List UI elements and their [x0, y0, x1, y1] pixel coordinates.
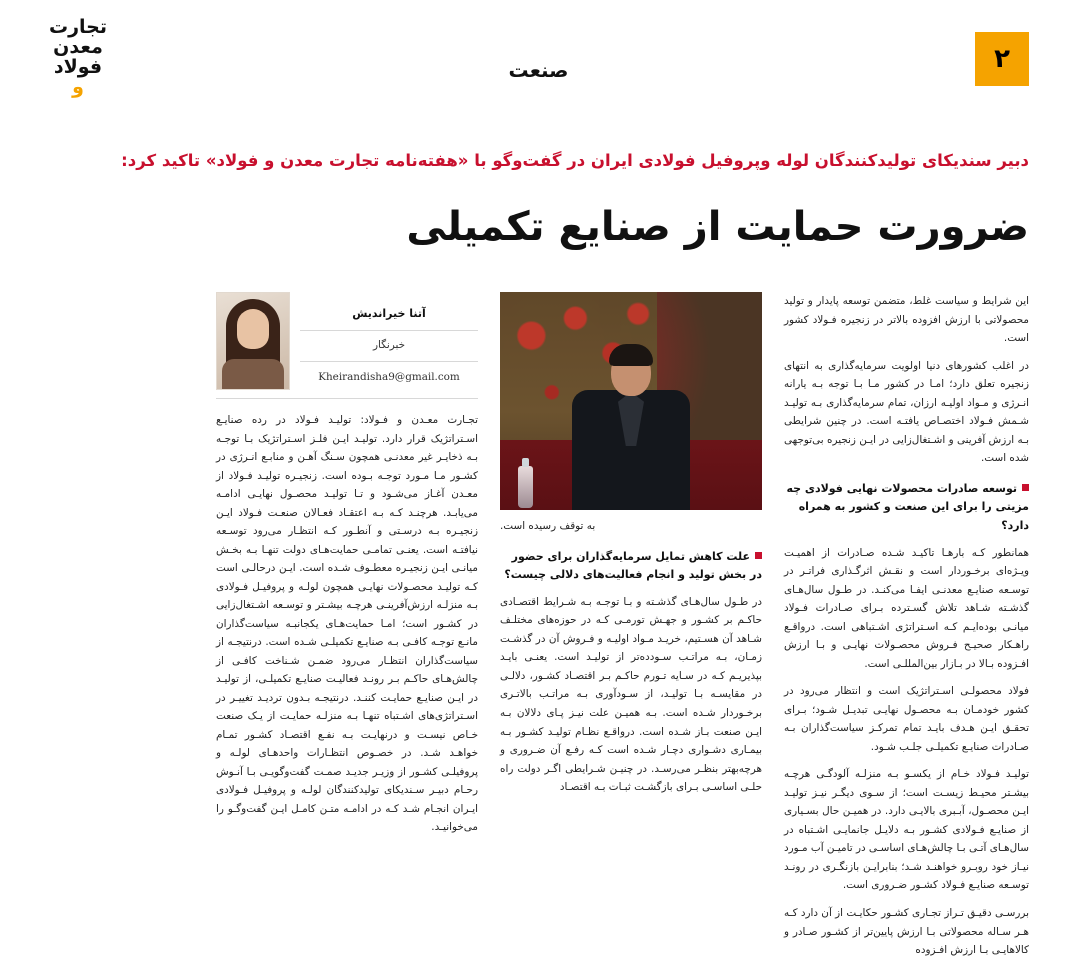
question-subheading-1 [784, 480, 1029, 536]
paragraph: در اغلب کشورهای دنیا اولویت سرمایه‌گذاری به انتهای زنجیره تعلق دارد؛ امـا در کشور مـا بـا توجه بـه یارانه انـرژی و مـواد اولیـه ارزان، تمام سرمایه‌گذاری بـه تولیـد شـمش فـولاد اختصـاص یافتـه است. در چنین شرایطی بـه ارزش آفرینی و اشـتغال‌زایی در ایـن زنجیره بی‌توجهی شده است. [784, 359, 1029, 465]
logo-line-1: تجارت [49, 16, 107, 38]
paragraph: همانطور کـه بارهـا تاکیـد شـده صـادرات از اهمیـت ویـژه‌ای برخـوردار است و نقـش اثرگـذاری فراتـر در توسـعه صنایـع معدنـی ایفـا می‌کنـد. در طـول سال‌هـای گذشـته شـاهد تلاش گسـترده بـرای صـادرات فـولاد میانـی بوده‌ایـم کـه اسـتراتژی اشـتباهی است. درواقـع راهـکار صحیـح فـروش محصـولات نهایـی و بـا ارزش افـزوده بـالا در بـازار بین‌المللـی است. [784, 546, 1029, 670]
photo-subject [570, 342, 692, 510]
avatar-body [222, 359, 284, 389]
page-title: ضرورت حمایت از صنایع تکمیلی [406, 204, 1029, 251]
bullet-square-icon [755, 552, 762, 559]
page-number: ۲ [975, 32, 1029, 86]
subheading-text: توسعه صادرات محصولات نهایی فولادی چه مزیتی را برای این صنعت و کشور به همراه دارد؟ [786, 481, 1029, 533]
paragraph: تجـارت معـدن و فـولاد: تولیـد فـولاد در رده صنایـع اسـتراتژیک قرار دارد. تولیـد ایـن فلـز اسـتراتژیک بـا توجـه بـه ذخایـر غیر معدنـی همچون سـنگ آهـن و منابـع انـرژی در کشـور مـا مـورد توجـه بـوده است. زنجیـره تولیـد فـولاد از معـدن آغـاز می‌شـود و تـا تولیـد محصـول نهایـی ادامـه می‌یابـد. هرچنـد کـه بـه اعتقـاد فعـالان صنعـت فـولاد ایـن زنجیـره بـه درسـتی و آنطـور کـه انتظـار می‌رود توسـعه نیافتـه است. یعنـی تمامـی حمایت‌هـای دولت تنهـا بـه بخـش میانـی ایـن زنجیـره معطـوف شـده است. ایـن درحالـی است کـه تولیـد محصـولات نهایـی همچون لولـه و پروفیـل فـولادی بـه منزلـه ارزش‌آفرینـی هرچـه بیشـتر و توسـعه اشـتغال‌زایی در کشـور است؛ امـا حمایت‌هـای یکجانبـه سیاست‌گذاران مانـع توجـه کافـی بـه صنایـع تکمیلـی شـده است. درنتیجـه از سیاست‌گذاران انتظـار می‌رود ضمـن شـناخت کافـی از چالش‌هـای حاکـم بـر رونـد فعالیـت صنایـع تکمیلـی، از تولیـد در ایـن صنایـع حمایـت کننـد. درنتیجـه بـدون تردیـد تغییـر در اسـتراتژی‌های اشـتباه تنهـا بـه منزلـه حمایـت از یـک صنعت خـاص نیسـت و درنهایـت بـه نفـع اقتصـاد کشـور تمـام خواهـد شـد. در خصـوص انتظـارات واحدهـای لولـه و پروفیلـی کشـور از وزیـر جدیـد صمـت گفت‌وگویـی بـا آنـوش رحـام دبیـر سـندیکای تولیدکنندگان لولـه و پروفیـل فـولادی ایـران انجـام شـد کـه در ادامـه متـن کامـل ایـن گفت‌وگـو را می‌خوانیـد. [216, 414, 478, 834]
logo-accent: و [72, 75, 84, 98]
author-role: خبرنگار [300, 336, 478, 362]
author-meta [300, 292, 478, 387]
avatar [216, 292, 290, 390]
photo-caption: به توقف رسیده است. [500, 520, 596, 532]
question-subheading-2 [500, 548, 762, 585]
avatar-face [237, 309, 269, 349]
paragraph: بررسـی دقیـق تـراز تجـاری کشـور حکایـت از آن دارد کـه هـر سـاله محصولاتی بـا ارزش پایین‌تر از کشـور صـادر و کالاهایـی بـا ارزش افـزوده [783, 906, 1029, 957]
author-email[interactable]: Kheirandisha9@gmail.com [318, 370, 460, 383]
headline-block [0, 110, 1077, 254]
paragraph: این شرایط و سیاست غلط، متضمن توسعه پایدار و تولید محصولاتی با ارزش افزوده بالاتر در زنجیره فـولاد کشور است. [784, 295, 1029, 345]
article-kicker: دبیر سندیکای تولیدکنندگان لوله وپروفیل فولادی ایران در گفت‌وگو با «هفته‌نامه تجارت معدن و فولاد» تاکید کرد: [121, 151, 1029, 170]
article-column-2 [500, 292, 762, 969]
logo-line-3: فولاد [53, 55, 103, 78]
article-body [40, 292, 1029, 969]
subheading-text: علت کاهش تمایل سرمایه‌گذاران برای حضور در بخش تولید و انجام فعالیت‌های دلالی چیست؟ [504, 549, 762, 582]
paragraph: فولاد محصولـی اسـتراتژیک است و انتظار می‌رود در کشور خودمـان بـه محصـول نهایـی تبدیـل شـود؛ بـرای تحقـق ایـن هـدف بایـد تمام تمرکـز سیاست‌گذاران بـه صـادرات صنایـع تکمیلـی جلـب شـود. [784, 685, 1029, 753]
paragraph: در طـول سال‌هـای گذشـته و بـا توجـه بـه شـرایط اقتصـادی حاکـم بر کشـور و جهـش تورمـی کـه در حوزه‌های مختلـف شـاهد آن هسـتیم، خریـد مـواد اولیـه و فـروش آن در گذشـت زمـان، بـه مراتـب سـودده‌تر از تولیـد است. یعنـی بایـد بپذیریـم کـه در سـایه تـورم حاکـم بـر اقتصـاد کشـور، دلالـی در مقایسـه بـا تولیـد، از سـودآوری بـه مراتـب بالاتـری برخـوردار شـده است. بـه همیـن علت نیـز پـای دلالان بـه ایـن صنعت بـاز شـده است. درواقـع نظـام تولیـد کشـور بـه بیمـاری دشـواری دچـار شـده است کـه رفـع آن ضـروری و هرچه‌بهتر بنظـر می‌رسـد. در چنیـن شـرایطی اگـر دولت راه حلـی اساسـی بـرای بازگشـت ثبـات بـه اقتصـاد [500, 595, 762, 794]
publication-logo [36, 18, 120, 98]
paragraph: تولیـد فـولاد خـام از یکسـو بـه منزلـه آلودگـی هرچـه بیشـتر محیـط زیسـت است؛ از سـوی دیگـر نیـز تولیـد ایـن محصـول، آبـبری بالایـی دارد. در همیـن حال بسـیاری از صنایـع فـولادی کشـور بـه دلایـل جانمایـی اشـتباه در سال‌هـای آتـی بـا چالش‌هـای اساسـی در تامیـن آب مـورد نیـاز خود روبـرو خواهنـد شـد؛ بنابرایـن بازنگـری در رونـد توسـعه صنایـع فـولاد کشـور ضـروری است. [784, 768, 1029, 892]
article-column-3 [216, 292, 478, 969]
article-column-1 [784, 292, 1029, 969]
interview-photo [500, 292, 762, 510]
author-card [216, 292, 478, 399]
water-bottle [518, 466, 533, 508]
masthead [0, 0, 1077, 110]
section-title: صنعت [508, 58, 569, 82]
photo-subject-hair [609, 344, 653, 366]
bullet-square-icon [1022, 484, 1029, 491]
logo-line-2: معدن [53, 35, 103, 58]
author-name: آتنا خیراندیش [300, 304, 478, 331]
